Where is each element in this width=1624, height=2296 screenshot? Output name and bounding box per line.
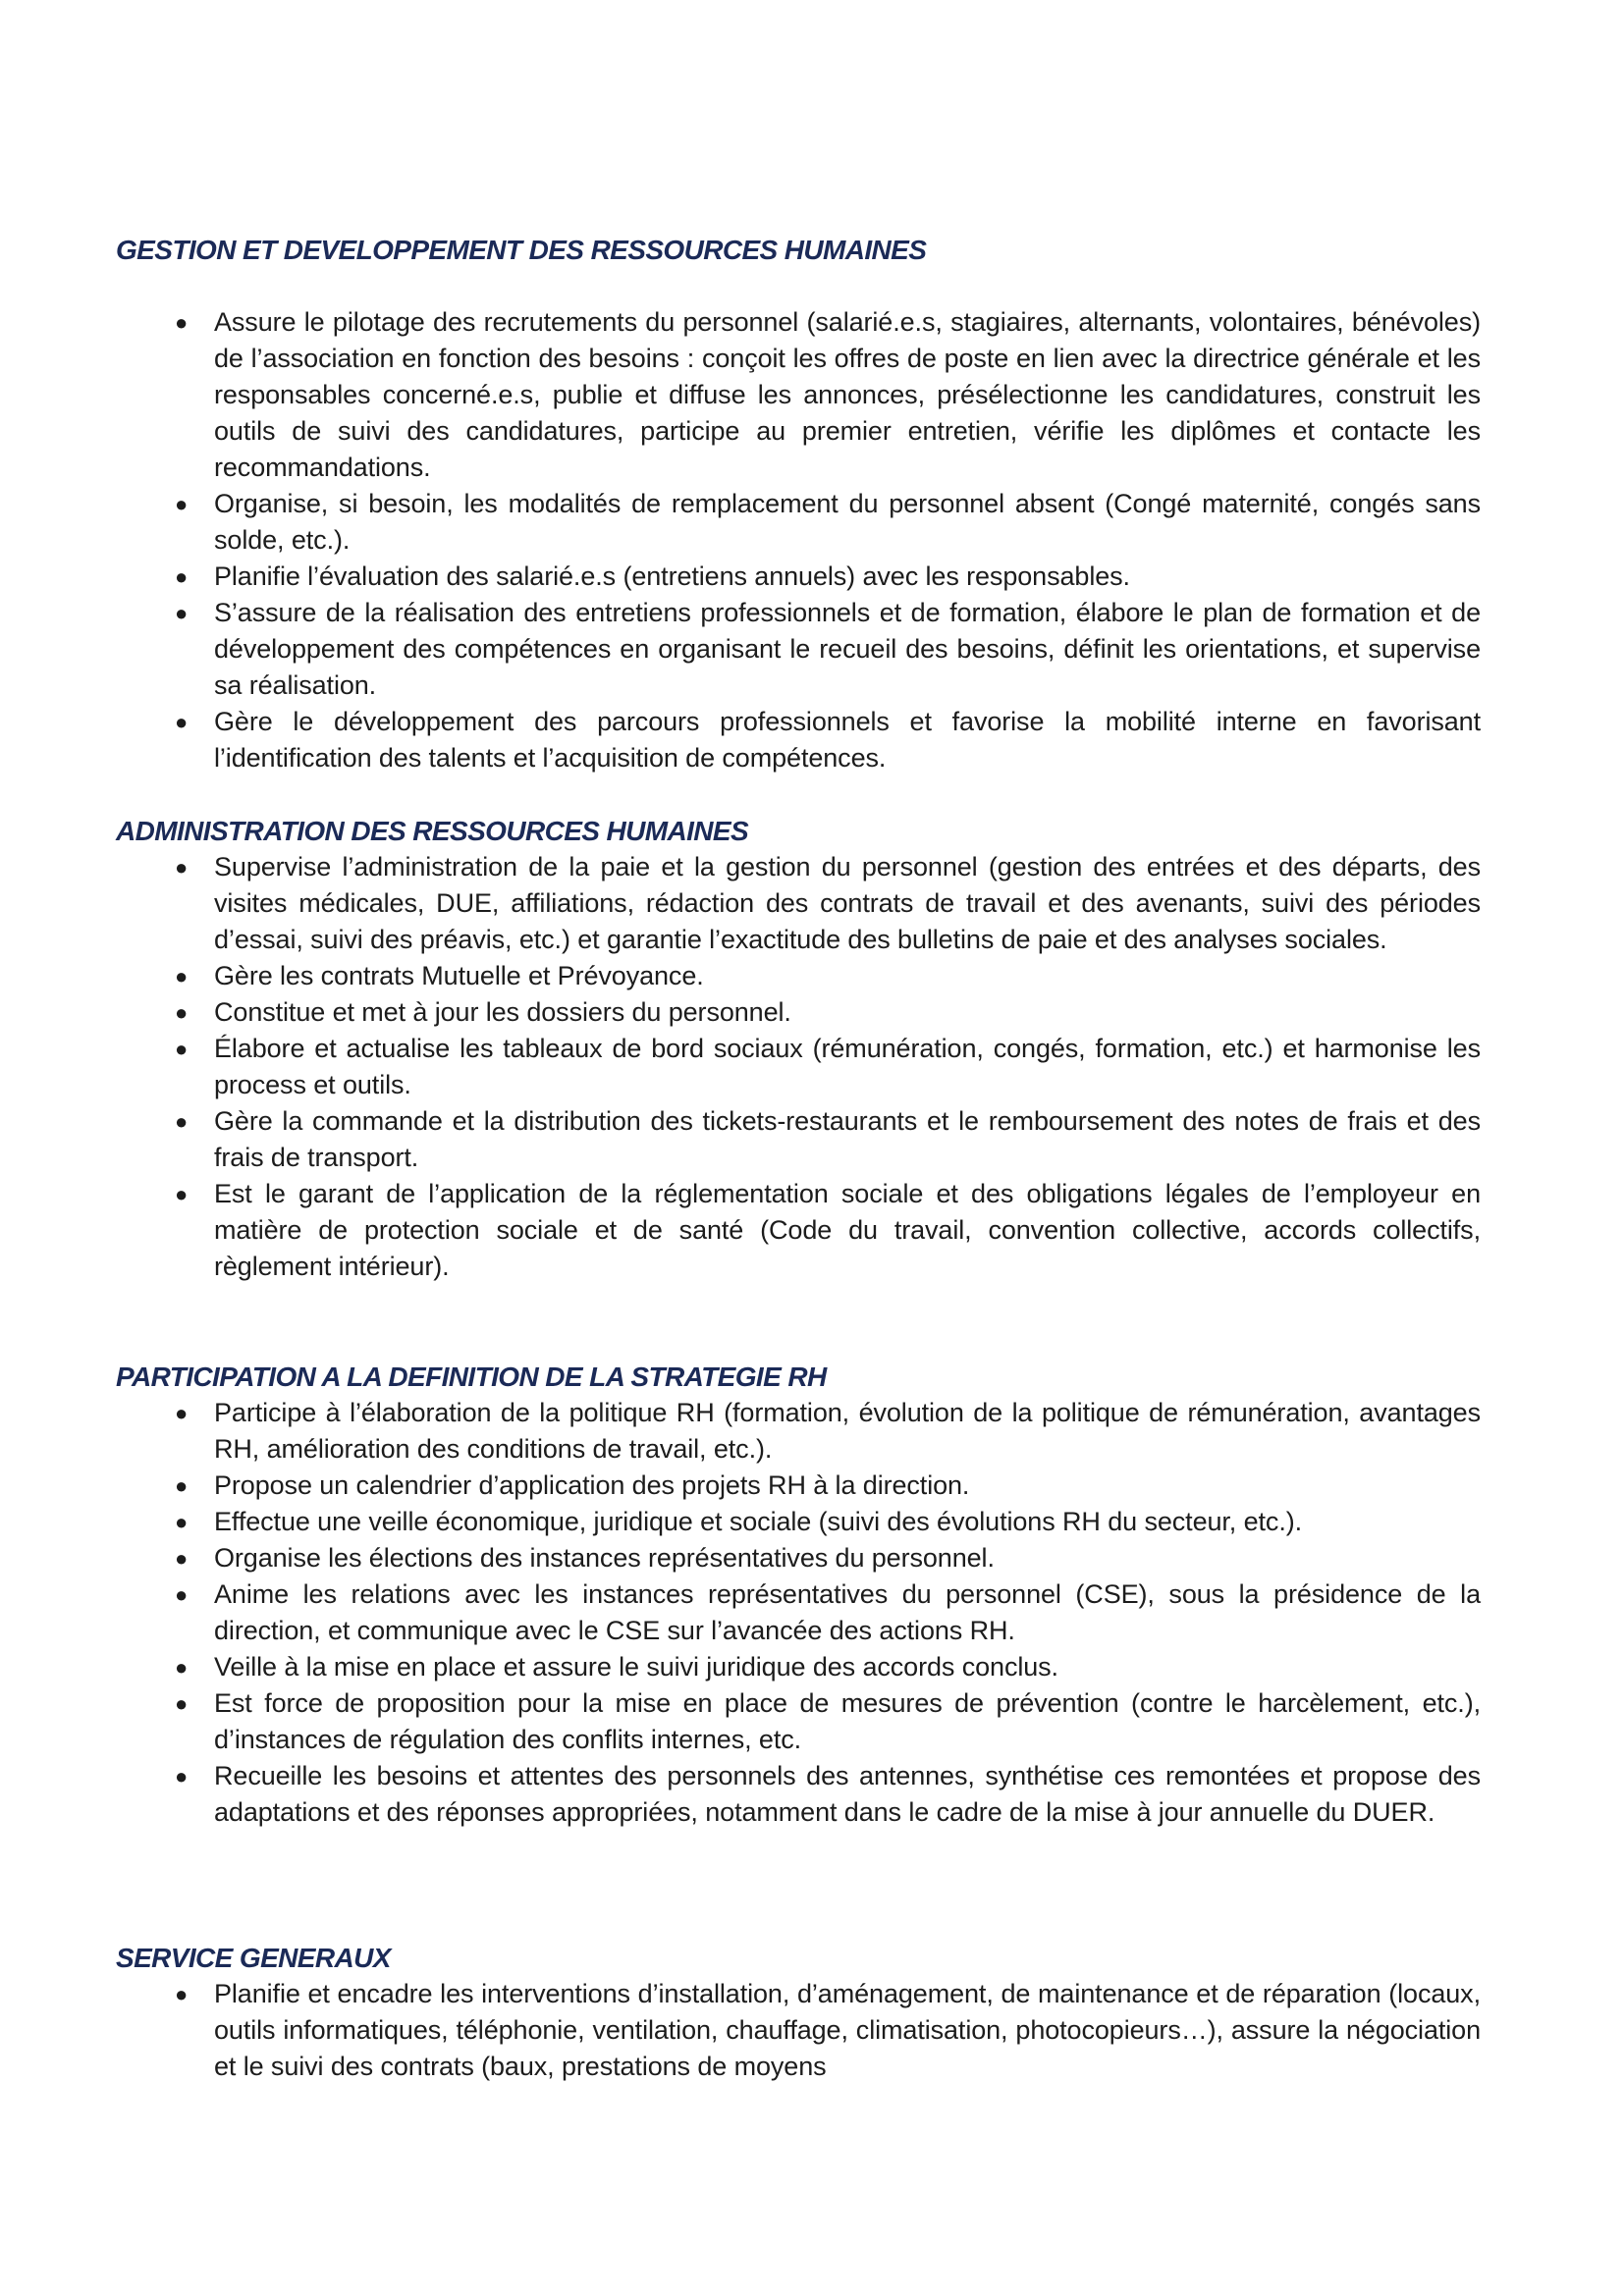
bullet-icon: ● xyxy=(175,1764,189,1789)
bullet-icon: ● xyxy=(175,1109,189,1134)
list-item xyxy=(116,958,1481,994)
bullet-icon: ● xyxy=(175,1655,189,1680)
list-item xyxy=(116,595,1481,704)
list-item-text: S’assure de la réalisation des entretiens professionnels et de formation, élabore le plan de formation et de développement des compétences en organisant le recueil des besoins, définit les orientations, et supervise sa réalisation. xyxy=(214,598,1481,700)
list-item xyxy=(116,1504,1481,1540)
list-item xyxy=(116,994,1481,1031)
section-administration-rh xyxy=(116,813,1481,1285)
list-item-text: Anime les relations avec les instances représentatives du personnel (CSE), sous la présidence de la direction, et communique avec le CSE sur l’avancée des actions RH. xyxy=(214,1579,1481,1645)
list-item-text: Veille à la mise en place et assure le suivi juridique des accords conclus. xyxy=(214,1652,1058,1682)
list-item-text: Gère les contrats Mutuelle et Prévoyance. xyxy=(214,961,704,990)
section-title: GESTION ET DEVELOPPEMENT DES RESSOURCES HUMAINES xyxy=(116,235,927,265)
list-item-text: Gère la commande et la distribution des tickets-restaurants et le remboursement des notes de frais et des frais de transport. xyxy=(214,1106,1481,1172)
list-item-text: Effectue une veille économique, juridique et sociale (suivi des évolutions RH du secteur, etc.). xyxy=(214,1507,1303,1536)
list-item-text: Propose un calendrier d’application des projets RH à la direction. xyxy=(214,1470,970,1500)
bullet-icon: ● xyxy=(175,964,189,988)
bullet-icon: ● xyxy=(175,1691,189,1716)
list-item-text: Supervise l’administration de la paie et la gestion du personnel (gestion des entrées et des départs, des visites médicales, DUE, affiliations, rédaction des contrats de travail et des avenants, suivi des périodes d’essai, suivi des préavis, etc.) et garantie l’exactitude des bulletins de paie et des analyses sociales. xyxy=(214,852,1481,954)
bullet-icon: ● xyxy=(175,1510,189,1534)
list-item xyxy=(116,1685,1481,1758)
list-item-text: Planifie et encadre les interventions d’installation, d’aménagement, de maintenance et de réparation (locaux, outils informatiques, téléphonie, ventilation, chauffage, climatisation, photocopieurs…), assure la négociation et le suivi des contrats (baux, prestations de moyens xyxy=(214,1979,1481,2081)
bullet-icon: ● xyxy=(175,710,189,734)
list-item xyxy=(116,1468,1481,1504)
section-title: ADMINISTRATION DES RESSOURCES HUMAINES xyxy=(116,816,749,846)
bullet-icon: ● xyxy=(175,1546,189,1571)
bullet-icon: ● xyxy=(175,1000,189,1025)
list-item-text: Élabore et actualise les tableaux de bord sociaux (rémunération, congés, formation, etc.) et harmonise les process et outils. xyxy=(214,1034,1481,1099)
list-item xyxy=(116,1540,1481,1576)
section-strategie-rh xyxy=(116,1359,1481,1831)
list-item-text: Recueille les besoins et attentes des personnels des antennes, synthétise ces remontées et propose des adaptations et des réponses appropriées, notamment dans le cadre de la mise à jour annuelle du DUER. xyxy=(214,1761,1481,1827)
bullet-icon: ● xyxy=(175,1582,189,1607)
section-title: SERVICE GENERAUX xyxy=(116,1943,391,1973)
list-item xyxy=(116,1976,1481,2085)
list-item-text: Assure le pilotage des recrutements du personnel (salarié.e.s, stagiaires, alternants, volontaires, bénévoles) de l’association en fonction des besoins : conçoit les offres de poste en lien avec la directrice générale et les responsables concerné.e.s, publie et diffuse les annonces, présélectionne les candidatures, construit les outils de suivi des candidatures, participe au premier entretien, vérifie les diplômes et contacte les recommandations. xyxy=(214,307,1481,482)
list-item xyxy=(116,1176,1481,1285)
bullet-icon: ● xyxy=(175,1401,189,1425)
list-item-text: Organise les élections des instances représentatives du personnel. xyxy=(214,1543,995,1573)
section-title: PARTICIPATION A LA DEFINITION DE LA STRATEGIE RH xyxy=(116,1362,827,1392)
list-item xyxy=(116,1395,1481,1468)
list-item-text: Constitue et met à jour les dossiers du personnel. xyxy=(214,997,791,1027)
list-item-text: Participe à l’élaboration de la politique RH (formation, évolution de la politique de rémunération, avantages RH, amélioration des conditions de travail, etc.). xyxy=(214,1398,1481,1464)
list-item xyxy=(116,1649,1481,1685)
bullet-icon: ● xyxy=(175,855,189,880)
list-item-text: Est force de proposition pour la mise en place de mesures de prévention (contre le harcèlement, etc.), d’instances de régulation des conflits internes, etc. xyxy=(214,1688,1481,1754)
list-item-text: Organise, si besoin, les modalités de remplacement du personnel absent (Congé maternité, congés sans solde, etc.). xyxy=(214,489,1481,555)
list-item-text: Est le garant de l’application de la réglementation sociale et des obligations légales de l’employeur en matière de protection sociale et de santé (Code du travail, convention collective, accords collectifs, règlement intérieur). xyxy=(214,1179,1481,1281)
section-services-generaux xyxy=(116,1940,1481,2085)
bullet-icon: ● xyxy=(175,601,189,625)
bullet-icon: ● xyxy=(175,1182,189,1206)
bullet-icon: ● xyxy=(175,1037,189,1061)
list-item xyxy=(116,559,1481,595)
list-item-text: Planifie l’évaluation des salarié.e.s (entretiens annuels) avec les responsables. xyxy=(214,561,1130,591)
bullet-icon: ● xyxy=(175,1982,189,2006)
bullet-icon: ● xyxy=(175,492,189,516)
list-item xyxy=(116,1031,1481,1103)
list-item xyxy=(116,486,1481,559)
list-item xyxy=(116,1576,1481,1649)
bullet-icon: ● xyxy=(175,564,189,589)
bullet-list xyxy=(116,1976,1481,2085)
list-item xyxy=(116,1758,1481,1831)
bullet-list xyxy=(116,304,1481,776)
bullet-list xyxy=(116,1395,1481,1831)
list-item xyxy=(116,1103,1481,1176)
section-gestion-developpement-rh xyxy=(116,232,1481,776)
list-item xyxy=(116,704,1481,776)
list-item-text: Gère le développement des parcours professionnels et favorise la mobilité interne en favorisant l’identification des talents et l’acquisition de compétences. xyxy=(214,707,1481,773)
list-item xyxy=(116,304,1481,486)
list-item xyxy=(116,849,1481,958)
bullet-icon: ● xyxy=(175,1473,189,1498)
bullet-icon: ● xyxy=(175,310,189,335)
bullet-list xyxy=(116,849,1481,1285)
